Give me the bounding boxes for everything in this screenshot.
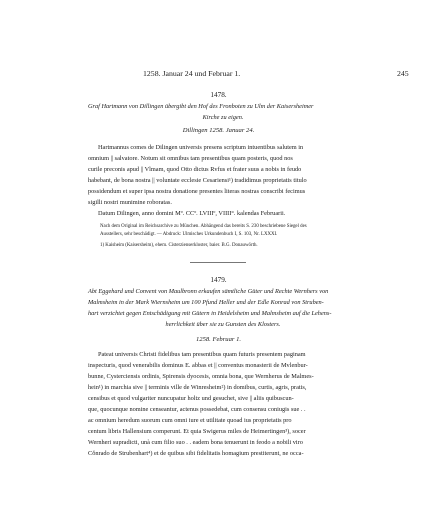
regest-line: hart verzichtet gegen Entschädigung mit Gütern in Heidelsheim und Malmsheim auf die Lehens- (88, 310, 332, 317)
text-line: omnium || salvatore. Notum sit omnibus tam presentibus quam posteris, quod nos (88, 155, 293, 162)
source-note (100, 223, 350, 238)
text-line: Datum Dilingen, anno domini Mº. CCº. LVIIIº, VIIII°. kalendas Februarii. (98, 210, 286, 217)
text-line: que, quocunque nomine censeantur, actenus possedebat, cum consensu coniugis sue . . (88, 406, 306, 413)
regest (88, 101, 358, 123)
footnote: 1) Kaisheim (Kaisersheim), ehem. Cisterzienserkloster, baier. B.G. Donauwörth. (100, 243, 258, 248)
text-line: sigilli nostri munimine roboratas. (88, 199, 172, 206)
text-line: curile preconis apud || Vlmam, quod Otto dictus Rvfus et frater suus a nobis in feudo (88, 166, 302, 173)
text-line: possidendum et super ipsa nostra donatione presentes literas nostras conscribi fecimus (88, 188, 306, 195)
note-line: Ausstellers, sehr beschädigt. — Abdruck: Ulmisches Urkundenbuch I, S. 103, Nr. LXXXI. (100, 231, 278, 237)
text-line: Hartmannus comes de Dilingen universis presens scriptum intuentibus salutem in (98, 144, 304, 151)
text-line: censibus et quod vulgariter nuncupatur holtz und gesuchet, sive || aliis quibuscun- (88, 395, 294, 402)
place-date: Dillingen 1258. Januar 24. (182, 127, 255, 134)
text-line: Wernheri supradicti, unà cum filio suo . . eadem bona tenuerunt in feodo a nobili viro (88, 439, 303, 446)
document-number: 1479. (210, 276, 227, 284)
regest-line: Malmsheim in der Mark Wiernsheim um 100 Pfund Heller und der Edle Konrad von Struben- (88, 299, 324, 306)
regest-line: Kirche zu eigen. (202, 114, 244, 121)
text-line: inspecturis, quod venerabilis dominus E. abbas et || conventus monasterii de Mvlenbur- (88, 362, 308, 369)
regest-line: Abt Eggehard und Convent von Maulbronn erkaufen sämtliche Güter und Rechte Wernhers von (88, 288, 329, 295)
note-line: Nach dem Original im Reichsarchive zu München. Abhängend das bereits S. 230 beschriebene Siegel des (100, 224, 307, 229)
separator-rule (190, 262, 246, 263)
text-line: Pateat universis Christi fidelibus tam presentibus quam futuris presentem paginam (98, 351, 306, 358)
text-line: Cŏnrado de Strubenhart⁴) et de quibus sibi fidelitatis homagium prestiterunt, ne occa- (88, 450, 304, 457)
document-number: 1478. (210, 91, 227, 99)
text-line: bunne, Cysterciensis ordinis, Spirensis dyocesis, omnia bona, que Wernherus de Malmes- (88, 373, 314, 380)
regest-line: Graf Hartmann von Dillingen übergibt den Hof des Fronboten zu Ulm der Kaisersheimer (88, 103, 314, 110)
page-number: 245 (397, 69, 409, 78)
document-date: 1258. Februar 1. (195, 336, 242, 343)
document-text (88, 142, 355, 219)
text-line: centum libris Hallensium comperunt. Et quia Swigerus miles de Heimertingen³), socer (88, 428, 306, 435)
document-text (88, 349, 355, 459)
regest (88, 286, 358, 330)
text-line: habebant, de bona nostra || voluntate ecclesie Cesariensi¹) tradidimus proprietatis titulo (88, 177, 307, 184)
text-line: ac omnium heredum suorum cum omni iure et utilitate quoad ius proprietatis pro (88, 417, 292, 424)
text-line: hein¹) in marchia sive || terminis ville de Winresheim²) in domibus, curtis, agris, pratis, (88, 384, 307, 391)
running-title: 1258. Januar 24 und Februar 1. (143, 69, 241, 78)
regest-line: herrlichkeit über sie zu Gunsten des Klosters. (165, 321, 281, 328)
